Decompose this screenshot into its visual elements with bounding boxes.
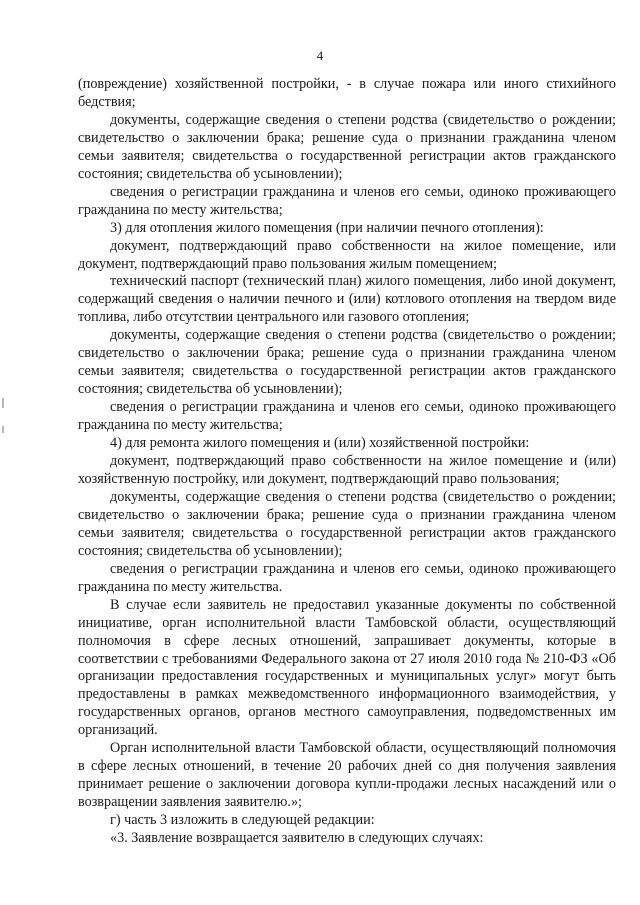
paragraph: 4) для ремонта жилого помещения и (или) хозяйственной постройки: [110, 435, 530, 452]
paragraph: г) часть 3 изложить в следующей редакции: [110, 812, 375, 829]
paragraph: документы, содержащие сведения о степени родства (свидетельство о рождении; свидетельство о заключении брака; решение суда о признании гражданина членом семьи заявителя; свидетельства о государственной регистрации актов гражданского состояния; свидетельства об усыновлении); [78, 488, 616, 559]
document-body [78, 76, 616, 848]
paragraph: технический паспорт (технический план) жилого помещения, либо иной документ, содержащий сведения о наличии печного и (или) котлового отопления на твердом виде топлива, либо отсутствии центрального или газового отопления; [78, 273, 616, 326]
scan-margin-mark [2, 398, 4, 408]
paragraph: 3) для отопления жилого помещения (при наличии печного отопления): [110, 219, 544, 236]
page-number: 4 [316, 48, 324, 63]
paragraph: В случае если заявитель не предоставил указанные документы по собственной инициативе, орган исполнительной власти Тамбовской области, осуществляющий полномочия в сфере лесных отношений, запрашивает документы, которые в соответствии с требованиями Федерального закона от 27 июля 2010 года № 210-ФЗ «Об организации предоставления государственных и муниципальных услуг» могут быть предоставлены в рамках межведомственного информационного взаимодействия, у государственных органов, органов местного самоуправления, подведомственных им организаций. [78, 596, 616, 739]
paragraph: (повреждение) хозяйственной постройки, - в случае пожара или иного стихийного бедствия; [78, 76, 616, 110]
paragraph: «3. Заявление возвращается заявителю в следующих случаях: [110, 830, 484, 847]
scan-margin-mark [2, 426, 4, 433]
paragraph: сведения о регистрации гражданина и членов его семьи, одиноко проживающего гражданина по месту жительства; [78, 399, 616, 434]
paragraph: документы, содержащие сведения о степени родства (свидетельство о рождении; свидетельство о заключении брака; решение суда о признании гражданина членом семьи заявителя; свидетельства о государственной регистрации актов гражданского состояния; свидетельства об усыновлении); [78, 111, 616, 182]
paragraph: документ, подтверждающий право собственности на жилое помещение, или документ, подтверждающий право пользования жилым помещением; [78, 237, 616, 272]
paragraph: документ, подтверждающий право собственности на жилое помещение и (или) хозяйственную постройку, или документ, подтверждающий право пользования; [78, 453, 616, 487]
paragraph: сведения о регистрации гражданина и членов его семьи, одиноко проживающего гражданина по месту жительства; [78, 183, 616, 218]
paragraph: сведения о регистрации гражданина и членов его семьи, одиноко проживающего гражданина по месту жительства. [78, 560, 616, 595]
paragraph: Орган исполнительной власти Тамбовской области, осуществляющий полномочия в сфере лесных отношений, в течение 20 рабочих дней со дня получения заявления принимает решение о заключении договора купли-продажи лесных насаждений или о возвращении заявления заявителю.»; [78, 740, 616, 811]
paragraph: документы, содержащие сведения о степени родства (свидетельство о рождении; свидетельство о заключении брака; решение суда о признании гражданина членом семьи заявителя; свидетельства о государственной регистрации актов гражданского состояния; свидетельства об усыновлении); [78, 327, 616, 398]
